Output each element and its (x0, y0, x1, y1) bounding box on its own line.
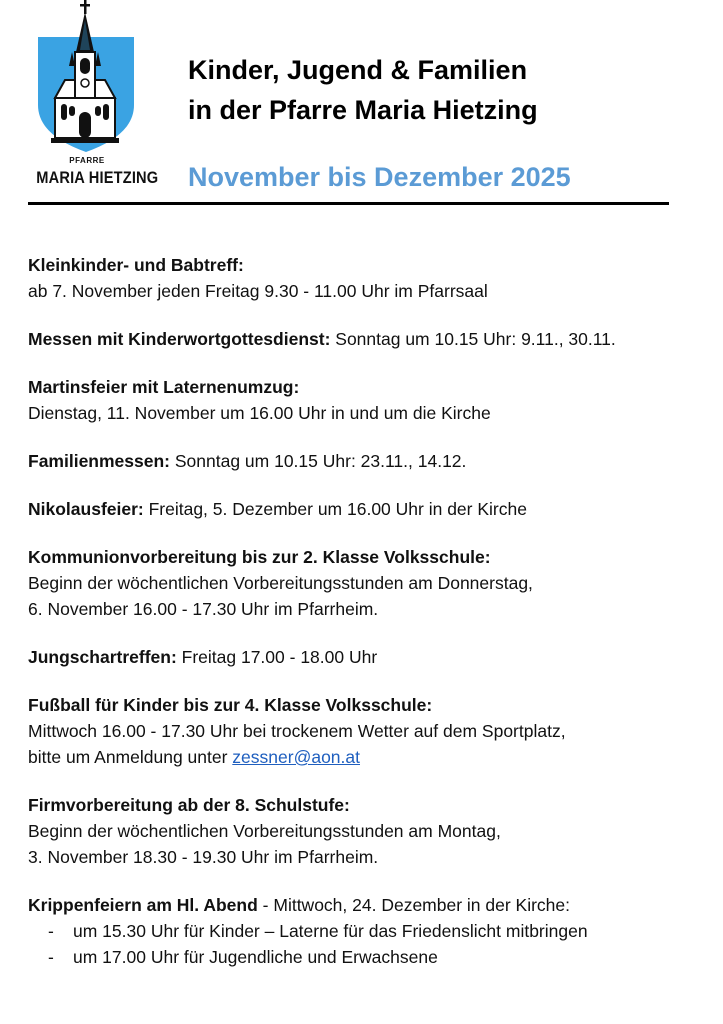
event-krippe (28, 892, 698, 970)
logo-small-text: PFARRE (69, 156, 105, 165)
event-list (28, 252, 698, 992)
event-title: Krippenfeiern am Hl. Abend (28, 895, 258, 915)
title-line-2: in der Pfarre Maria Hietzing (188, 95, 538, 125)
logo-name: MARIA HIETZING (36, 168, 159, 187)
title-line-1: Kinder, Jugend & Familien (188, 55, 528, 85)
event-text-line-2: bitte um Anmeldung unter (28, 747, 233, 767)
event-title: Kleinkinder- und Babtreff: (28, 255, 244, 275)
list-item: - um 17.00 Uhr für Jugendliche und Erwachsene (48, 944, 698, 970)
header-divider (28, 202, 669, 205)
event-messen (28, 326, 698, 352)
event-text-line-2: 3. November 18.30 - 19.30 Uhr im Pfarrheim. (28, 847, 379, 867)
event-firmung (28, 792, 698, 870)
header (0, 0, 723, 210)
event-jungschar (28, 644, 698, 670)
event-text: Sonntag um 10.15 Uhr: 23.11., 14.12. (170, 451, 467, 471)
event-title: Jungschartreffen: (28, 647, 177, 667)
event-text-line-1: Mittwoch 16.00 - 17.30 Uhr bei trockenem Wetter auf dem Sportplatz, (28, 721, 566, 741)
event-familienmessen (28, 448, 698, 474)
email-link[interactable]: zessner@aon.at (232, 747, 360, 767)
event-text-line-1: Beginn der wöchentlichen Vorbereitungsstunden am Montag, (28, 821, 501, 841)
event-text: Freitag, 5. Dezember um 16.00 Uhr in der Kirche (143, 499, 527, 519)
parish-logo (28, 0, 159, 195)
krippe-list (28, 918, 698, 970)
page-title (188, 50, 538, 130)
event-text-line-1: Beginn der wöchentlichen Vorbereitungsstunden am Donnerstag, (28, 573, 533, 593)
event-title: Kommunionvorbereitung bis zur 2. Klasse Volksschule: (28, 547, 491, 567)
event-nikolaus (28, 496, 698, 522)
event-text: Dienstag, 11. November um 16.00 Uhr in und um die Kirche (28, 403, 491, 423)
event-title: Messen mit Kinderwortgottesdienst: (28, 329, 331, 349)
event-martinsfeier (28, 374, 698, 426)
event-kleinkinder (28, 252, 698, 304)
event-text: Sonntag um 10.15 Uhr: 9.11., 30.11. (330, 329, 616, 349)
event-title: Fußball für Kinder bis zur 4. Klasse Volksschule: (28, 695, 433, 715)
event-text-line-2: 6. November 16.00 - 17.30 Uhr im Pfarrheim. (28, 599, 379, 619)
event-title: Firmvorbereitung ab der 8. Schulstufe: (28, 795, 350, 815)
event-kommunion (28, 544, 698, 622)
event-title: Nikolausfeier: (28, 499, 144, 519)
event-text: Freitag 17.00 - 18.00 Uhr (176, 647, 378, 667)
event-text: - Mittwoch, 24. Dezember in der Kirche: (257, 895, 571, 915)
event-text: ab 7. November jeden Freitag 9.30 - 11.00 Uhr im Pfarrsaal (28, 281, 488, 301)
event-title: Familienmessen: (28, 451, 170, 471)
period-subtitle: November bis Dezember 2025 (188, 162, 571, 192)
event-title: Martinsfeier mit Laternenumzug: (28, 377, 300, 397)
church-icon (28, 0, 146, 160)
event-fussball (28, 692, 698, 770)
list-item: - um 15.30 Uhr für Kinder – Laterne für das Friedenslicht mitbringen (48, 918, 698, 944)
